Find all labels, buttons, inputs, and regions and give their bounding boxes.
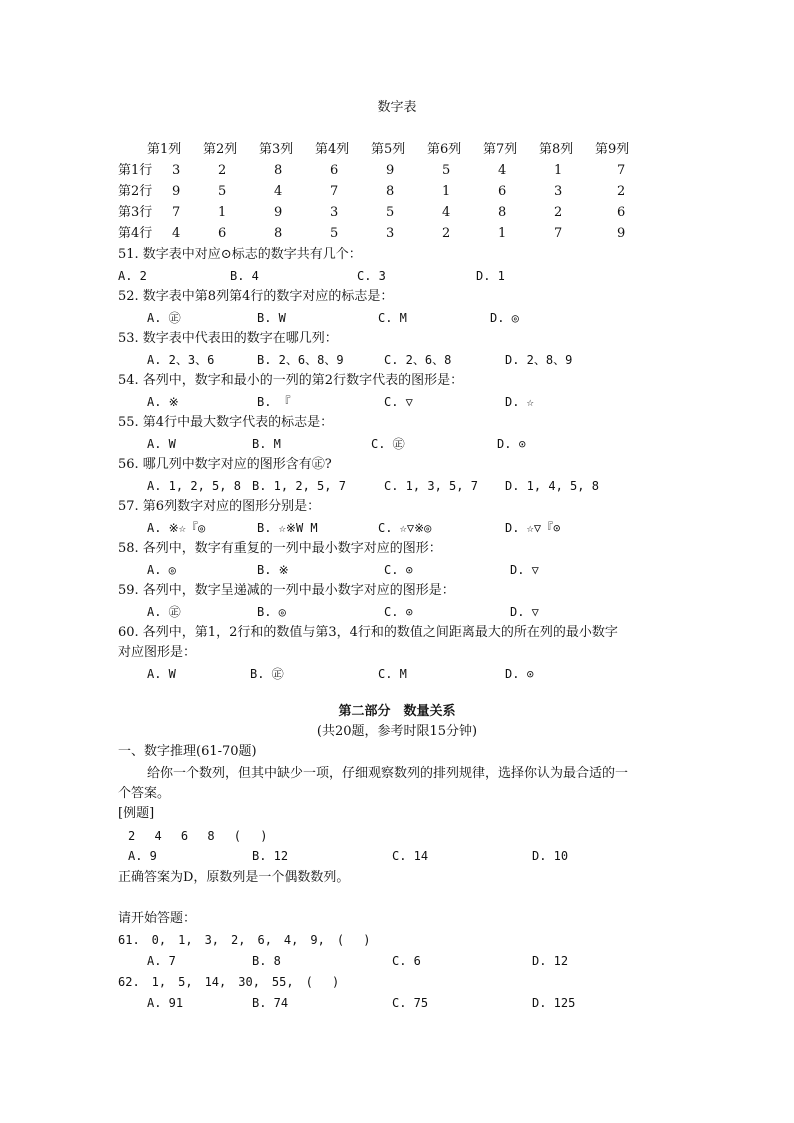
option[interactable]: A. ※☆『◎ <box>147 521 206 535</box>
option[interactable]: A. ㊣ <box>147 311 181 325</box>
question-text: 53. 数字表中代表田的数字在哪几列： <box>118 331 338 346</box>
table-cell: 3 <box>554 184 563 199</box>
table-cell: 1 <box>498 226 507 241</box>
table-cell: 9 <box>617 226 626 241</box>
table-cell: 6 <box>218 226 227 241</box>
option[interactable]: D. ⊙ <box>497 437 526 451</box>
option[interactable]: A. W <box>147 667 176 681</box>
table-cell: 7 <box>172 205 181 220</box>
table-cell: 1 <box>442 184 451 199</box>
table-cell: 8 <box>498 205 507 220</box>
row-label: 第1行 <box>118 163 153 178</box>
table-cell: 2 <box>218 163 227 178</box>
table-cell: 8 <box>274 163 283 178</box>
instruction-line: 给你一个数列，但其中缺少一项，仔细观察数列的排列规律，选择你认为最合适的一 <box>147 766 629 781</box>
option[interactable]: D. ▽ <box>510 605 539 619</box>
col-header: 第6列 <box>427 142 462 157</box>
option[interactable]: A. 2 <box>118 269 147 283</box>
row-label: 第2行 <box>118 184 153 199</box>
section-heading: 一、数字推理(61-70题) <box>118 744 257 759</box>
table-cell: 7 <box>554 226 563 241</box>
table-cell: 1 <box>554 163 563 178</box>
option[interactable]: C. 3 <box>357 269 386 283</box>
question-text: 60. 各列中，第1，2行和的数值与第3，4行和的数值之间距离最大的所在列的最小数字 <box>118 625 618 640</box>
option[interactable]: B. ※ <box>257 563 289 577</box>
option[interactable]: C. ☆▽※◎ <box>378 521 432 535</box>
example-label: [例题] <box>118 806 155 821</box>
table-cell: 3 <box>330 205 339 220</box>
table-cell: 4 <box>442 205 451 220</box>
table-cell: 5 <box>218 184 227 199</box>
table-cell: 7 <box>617 163 626 178</box>
option: A. 9 <box>128 849 157 863</box>
table-cell: 6 <box>330 163 339 178</box>
table-cell: 4 <box>498 163 507 178</box>
table-cell: 5 <box>330 226 339 241</box>
option[interactable]: D. 1, 4, 5, 8 <box>505 479 599 493</box>
option[interactable]: B. W <box>257 311 286 325</box>
option[interactable]: A. 2、3、6 <box>147 353 215 367</box>
option[interactable]: C. M <box>378 667 407 681</box>
col-header: 第8列 <box>539 142 574 157</box>
option: A. 91 <box>147 996 184 1010</box>
option: C. 6 <box>392 954 421 968</box>
question-text: 59. 各列中，数字呈递减的一列中最小数字对应的图形是： <box>118 583 455 598</box>
option: B. 8 <box>252 954 281 968</box>
table-cell: 9 <box>274 205 283 220</box>
option[interactable]: B. ㊣ <box>250 667 284 681</box>
table-cell: 2 <box>617 184 626 199</box>
question-text: 57. 第6列数字对应的图形分别是： <box>118 499 321 514</box>
option: C. 14 <box>392 849 429 863</box>
option[interactable]: C. 2、6、8 <box>384 353 452 367</box>
question-text: 56. 哪几列中数字对应的图形含有㊣? <box>118 457 332 472</box>
option: A. 7 <box>147 954 176 968</box>
table-cell: 5 <box>386 205 395 220</box>
option[interactable]: D. ⊙ <box>505 667 534 681</box>
table-cell: 5 <box>442 163 451 178</box>
option: B. 74 <box>252 996 289 1010</box>
table-cell: 3 <box>172 163 181 178</box>
option[interactable]: D. ☆ <box>505 395 534 409</box>
option[interactable]: C. ⊙ <box>384 605 413 619</box>
question-62: 62. 1, 5, 14, 30, 55, ( ) <box>118 975 340 989</box>
example-sequence: 2 4 6 8 ( ) <box>128 829 268 843</box>
question-text: 对应图形是： <box>118 645 197 660</box>
table-cell: 8 <box>274 226 283 241</box>
option[interactable]: B. 4 <box>230 269 259 283</box>
option: D. 125 <box>532 996 576 1010</box>
option[interactable]: C. ⊙ <box>384 563 413 577</box>
instruction-line: 个答案。 <box>118 786 171 801</box>
table-cell: 7 <box>330 184 339 199</box>
option[interactable]: D. ☆▽『⊙ <box>505 521 561 535</box>
col-header: 第7列 <box>483 142 518 157</box>
page-title: 数字表 <box>377 100 417 115</box>
col-header: 第1列 <box>147 142 182 157</box>
col-header: 第4列 <box>315 142 350 157</box>
table-cell: 4 <box>274 184 283 199</box>
option[interactable]: A. W <box>147 437 176 451</box>
option[interactable]: B. 2、6、8、9 <box>257 353 344 367</box>
option[interactable]: B. 1, 2, 5, 7 <box>252 479 346 493</box>
question-text: 58. 各列中，数字有重复的一列中最小数字对应的图形： <box>118 541 442 556</box>
option: C. 75 <box>392 996 429 1010</box>
question-text: 51. 数字表中对应⊙标志的数字共有几个： <box>118 247 362 262</box>
option: D. 12 <box>532 954 569 968</box>
col-header: 第5列 <box>371 142 406 157</box>
start-label: 请开始答题： <box>118 911 197 926</box>
option[interactable]: B. M <box>252 437 281 451</box>
table-cell: 8 <box>386 184 395 199</box>
option[interactable]: A. 1, 2, 5, 8 <box>147 479 241 493</box>
question-text: 55. 第4行中最大数字代表的标志是： <box>118 415 334 430</box>
option[interactable]: D. 2、8、9 <box>505 353 573 367</box>
table-cell: 1 <box>218 205 227 220</box>
part2-subtitle: (共20题，参考时限15分钟) <box>316 724 478 739</box>
col-header: 第3列 <box>259 142 294 157</box>
option[interactable]: B. 『 <box>257 395 291 409</box>
table-cell: 2 <box>442 226 451 241</box>
option[interactable]: C. ▽ <box>384 395 413 409</box>
table-cell: 6 <box>498 184 507 199</box>
table-cell: 9 <box>172 184 181 199</box>
question-61: 61. 0, 1, 3, 2, 6, 4, 9, ( ) <box>118 933 371 947</box>
option[interactable]: C. ㊣ <box>371 437 405 451</box>
option: D. 10 <box>532 849 569 863</box>
option[interactable]: D. 1 <box>476 269 505 283</box>
row-label: 第3行 <box>118 205 153 220</box>
part2-title: 第二部分 数量关系 <box>338 704 456 719</box>
option[interactable]: A. ※ <box>147 395 179 409</box>
option[interactable]: A. ㊣ <box>147 605 181 619</box>
option[interactable]: B. ◎ <box>257 605 286 619</box>
table-cell: 6 <box>617 205 626 220</box>
col-header: 第2列 <box>203 142 238 157</box>
option[interactable]: D. ◎ <box>490 311 519 325</box>
table-cell: 4 <box>172 226 181 241</box>
question-text: 52. 数字表中第8列第4行的数字对应的标志是： <box>118 289 394 304</box>
option[interactable]: D. ▽ <box>510 563 539 577</box>
col-header: 第9列 <box>595 142 630 157</box>
option[interactable]: A. ◎ <box>147 563 176 577</box>
table-cell: 3 <box>386 226 395 241</box>
option: B. 12 <box>252 849 289 863</box>
example-answer: 正确答案为D，原数列是一个偶数数列。 <box>118 870 350 885</box>
option[interactable]: B. ☆※W M <box>257 521 318 535</box>
table-cell: 2 <box>554 205 563 220</box>
option[interactable]: C. 1, 3, 5, 7 <box>384 479 478 493</box>
question-text: 54. 各列中，数字和最小的一列的第2行数字代表的图形是： <box>118 373 464 388</box>
table-cell: 9 <box>386 163 395 178</box>
row-label: 第4行 <box>118 226 153 241</box>
option[interactable]: C. M <box>378 311 407 325</box>
